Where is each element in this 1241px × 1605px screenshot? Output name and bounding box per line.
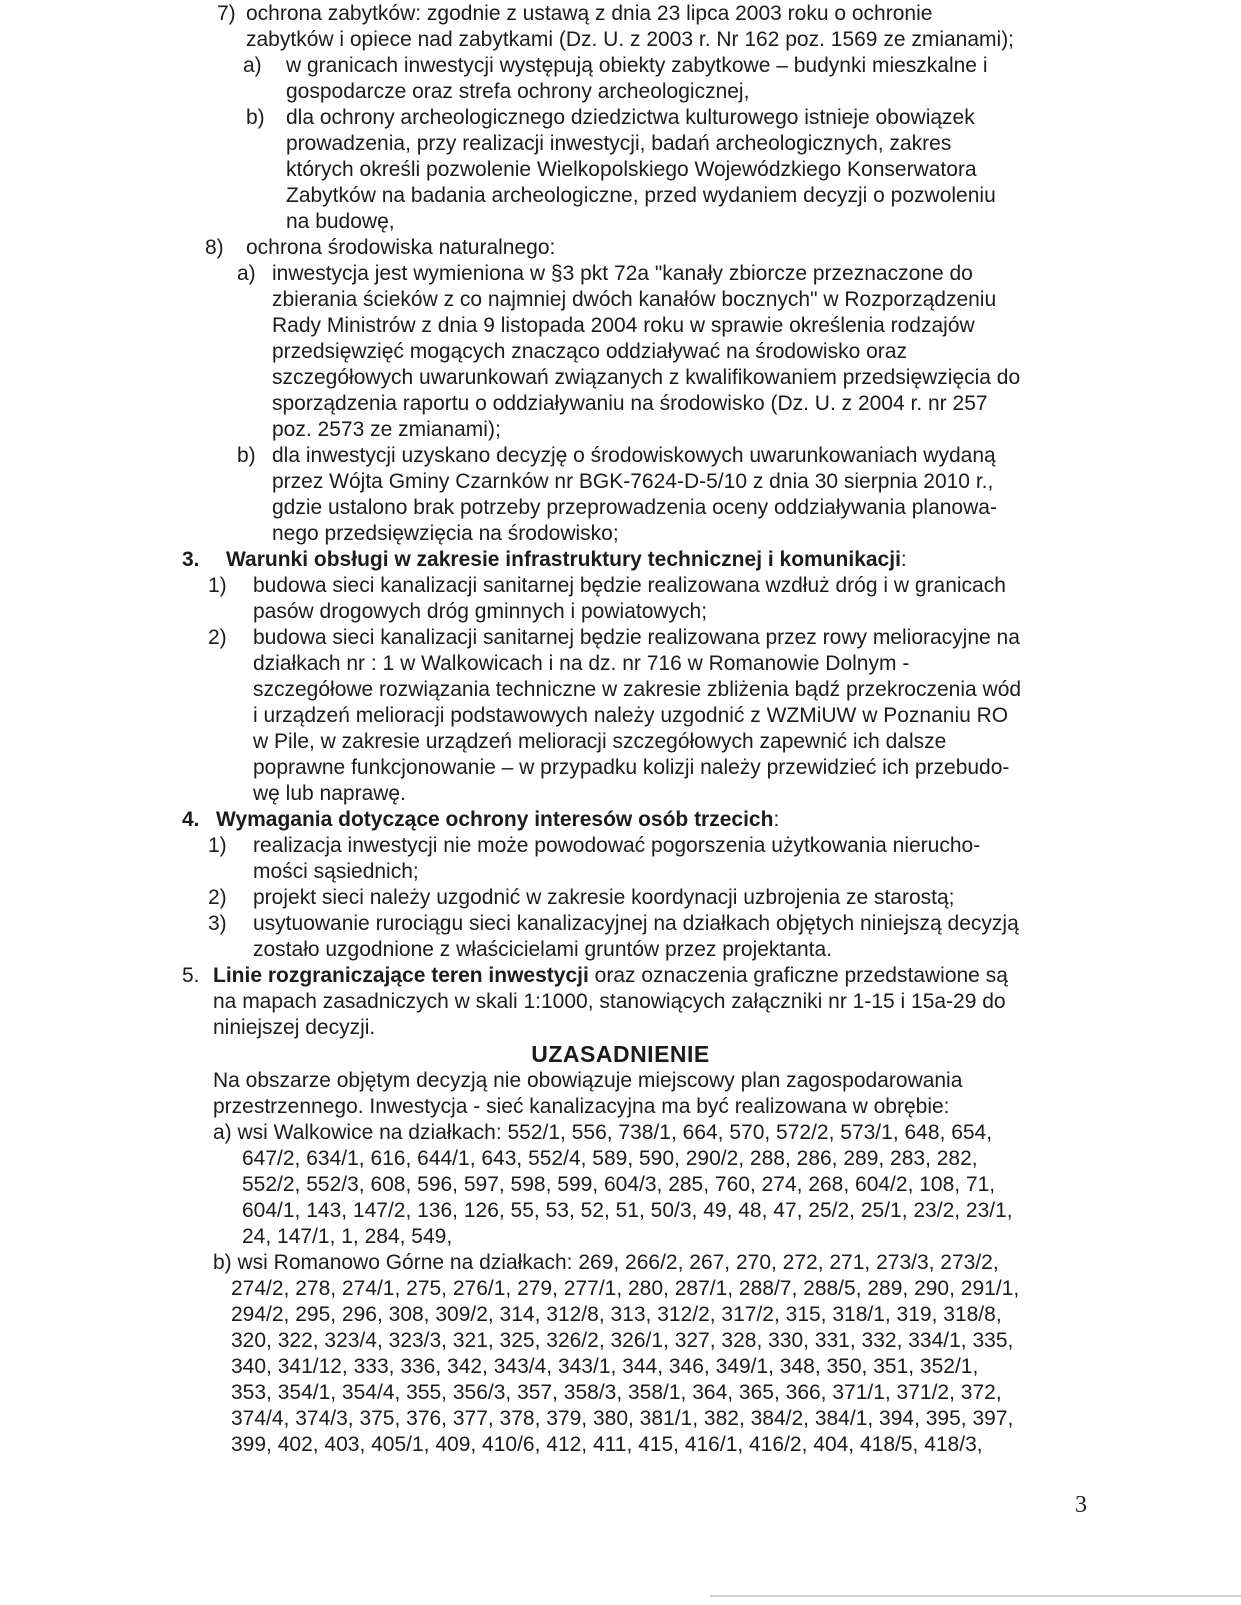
section-3-item-1-line-2: pasów drogowych dróg gminnych i powiatowych;	[253, 600, 708, 623]
section-4-item-1-line-1: realizacja inwestycji nie może powodować pogorszenia użytkowania nierucho-	[253, 834, 981, 857]
point-8b-line-2: przez Wójta Gminy Czarnków nr BGK-7624-D-5/10 z dnia 30 sierpnia 2010 r.,	[272, 470, 994, 493]
point-8b-line-1: dla inwestycji uzyskano decyzję o środowiskowych uwarunkowaniach wydaną	[272, 444, 996, 467]
romanowo-parcels-line-6: 353, 354/1, 354/4, 355, 356/3, 357, 358/3, 358/1, 364, 365, 366, 371/1, 371/2, 372,	[231, 1381, 1002, 1404]
walkowice-parcels-line-3: 552/2, 552/3, 608, 596, 597, 598, 599, 604/3, 285, 760, 274, 268, 604/2, 108, 71,	[242, 1173, 996, 1196]
scan-edge-divider	[710, 1595, 1241, 1597]
justification-intro-line-2: przestrzennego. Inwestycja - sieć kanalizacyjna ma być realizowana w obrębie:	[213, 1095, 950, 1118]
romanowo-parcels-line-3: 294/2, 295, 296, 308, 309/2, 314, 312/8, 313, 312/2, 317/2, 315, 318/1, 319, 318/8,	[231, 1303, 1002, 1326]
section-3-item-1-line-1: budowa sieci kanalizacji sanitarnej będzie realizowana wzdłuż dróg i w granicach	[253, 574, 1006, 597]
section-3-item-2-label: 2)	[208, 626, 227, 649]
point-7b-line-2: prowadzenia, przy realizacji inwestycji, badań archeologicznych, zakres	[286, 132, 952, 155]
section-3-item-2-line-4: i urządzeń melioracji podstawowych należy uzgodnić z WZMiUW w Poznaniu RO	[253, 704, 1009, 727]
romanowo-parcels-line-5: 340, 341/12, 333, 336, 342, 343/4, 343/1, 344, 346, 349/1, 348, 350, 351, 352/1,	[231, 1355, 979, 1378]
point-8b-line-4: nego przedsięwzięcia na środowisko;	[272, 522, 619, 545]
section-4-item-3-line-2: zostało uzgodnione z właścicielami gruntów przez projektanta.	[253, 938, 832, 961]
point-7b-line-3: których określi pozwolenie Wielkopolskiego Wojewódzkiego Konserwatora	[286, 158, 977, 181]
romanowo-parcels-line-8: 399, 402, 403, 405/1, 409, 410/6, 412, 411, 415, 416/1, 416/2, 404, 418/5, 418/3,	[231, 1433, 983, 1456]
point-7b-line-4: Zabytków na badania archeologiczne, przed wydaniem decyzji o pozwoleniu	[286, 184, 996, 207]
point-7b-label: b)	[246, 106, 265, 129]
point-7a-line-1: w granicach inwestycji występują obiekty zabytkowe – budynki mieszkalne i	[286, 54, 988, 77]
section-3-item-2-line-5: w Pile, w zakresie urządzeń melioracji szczegółowych zapewnić ich dalsze	[253, 730, 947, 753]
point-8a-line-4: przedsięwzięć mogących znacząco oddziaływać na środowisko oraz	[272, 340, 907, 363]
section-3-item-2-line-6: poprawne funkcjonowanie – w przypadku kolizji należy przewidzieć ich przebudo-	[253, 756, 1010, 779]
section-3-item-2-line-3: szczegółowe rozwiązania techniczne w zakresie zbliżenia bądź przekroczenia wód	[253, 678, 1022, 701]
point-7a-line-2: gospodarcze oraz strefa ochrony archeologicznej,	[286, 80, 750, 103]
romanowo-parcels-line-4: 320, 322, 323/4, 323/3, 321, 325, 326/2, 326/1, 327, 328, 330, 331, 332, 334/1, 335,	[231, 1329, 1014, 1352]
section-4-item-1-label: 1)	[208, 834, 227, 857]
romanowo-parcels-line-2: 274/2, 278, 274/1, 275, 276/1, 279, 277/1, 280, 287/1, 288/7, 288/5, 289, 290, 291/1,	[231, 1277, 1020, 1300]
point-8-number: 8)	[205, 236, 224, 259]
walkowice-parcels-line-4: 604/1, 143, 147/2, 136, 126, 55, 53, 52, 51, 50/3, 49, 48, 47, 25/2, 25/1, 23/2, 23/1,	[242, 1199, 1013, 1222]
point-8a-line-1: inwestycja jest wymieniona w §3 pkt 72a "kanały zbiorcze przeznaczone do	[272, 262, 973, 285]
section-3-title: Warunki obsługi w zakresie infrastruktury technicznej i komunikacji	[226, 548, 901, 571]
section-5-title: Linie rozgraniczające teren inwestycji	[213, 964, 589, 987]
walkowice-parcels-line-5: 24, 147/1, 1, 284, 549,	[242, 1225, 453, 1248]
section-3-number: 3.	[182, 548, 200, 571]
point-7-line-2: zabytków i opiece nad zabytkami (Dz. U. z 2003 r. Nr 162 poz. 1569 ze zmianami);	[246, 28, 1015, 51]
section-4-heading	[216, 807, 779, 833]
romanowo-parcels-line-7: 374/4, 374/3, 375, 376, 377, 378, 379, 380, 381/1, 382, 384/2, 384/1, 394, 395, 397,	[231, 1407, 1014, 1430]
point-7b-line-1: dla ochrony archeologicznego dziedzictwa kulturowego istnieje obowiązek	[286, 106, 975, 129]
point-8a-line-7: poz. 2573 ze zmianami);	[272, 418, 501, 441]
point-8-title: ochrona środowiska naturalnego:	[246, 236, 556, 259]
point-8a-label: a)	[237, 262, 256, 285]
point-8a-line-5: szczegółowych uwarunkowań związanych z kwalifikowaniem przedsięwzięcia do	[272, 366, 1021, 389]
section-4-colon: :	[773, 808, 780, 831]
section-5-number: 5.	[182, 964, 200, 987]
point-8b-line-3: gdzie ustalono brak potrzeby przeprowadzenia oceny oddziaływania planowa-	[272, 496, 997, 519]
section-4-item-2-label: 2)	[208, 886, 227, 909]
section-4-item-2-line-1: projekt sieci należy uzgodnić w zakresie koordynacji uzbrojenia ze starostą;	[253, 886, 955, 909]
section-4-item-1-line-2: mości sąsiednich;	[253, 860, 419, 883]
section-4-item-3-label: 3)	[208, 912, 227, 935]
section-4-title: Wymagania dotyczące ochrony interesów osób trzecich	[216, 808, 774, 831]
section-5-line-2: na mapach zasadniczych w skali 1:1000, stanowiących załączniki nr 1-15 i 15a-29 do	[213, 990, 1006, 1013]
section-4-item-3-line-1: usytuowanie rurociągu sieci kanalizacyjnej na działkach objętych niniejszą decyzją	[253, 912, 1019, 935]
section-3-item-2-line-1: budowa sieci kanalizacji sanitarnej będzie realizowana przez rowy melioracyjne na	[253, 626, 1020, 649]
page-number: 3	[1075, 1492, 1087, 1518]
section-3-item-1-label: 1)	[208, 574, 227, 597]
section-3-item-2-line-2: działkach nr : 1 w Walkowicach i na dz. nr 716 w Romanowie Dolnym -	[253, 652, 910, 675]
romanowo-parcels-line-1: b) wsi Romanowo Górne na działkach: 269, 266/2, 267, 270, 272, 271, 273/3, 273/2,	[213, 1251, 999, 1274]
walkowice-parcels-line-2: 647/2, 634/1, 616, 644/1, 643, 552/4, 589, 590, 290/2, 288, 286, 289, 283, 282,	[242, 1147, 978, 1170]
point-7-number: 7)	[217, 2, 236, 25]
point-8a-line-3: Rady Ministrów z dnia 9 listopada 2004 roku w sprawie określenia rodzajów	[272, 314, 975, 337]
point-8a-line-2: zbierania ścieków z co najmniej dwóch kanałów bocznych" w Rozporządzeniu	[272, 288, 997, 311]
section-5-line-1	[213, 963, 1008, 989]
section-5-rest: oraz oznaczenia graficzne przedstawione są	[588, 964, 1008, 987]
point-8b-label: b)	[237, 444, 256, 467]
point-8a-line-6: sporządzenia raportu o oddziaływaniu na środowisko (Dz. U. z 2004 r. nr 257	[272, 392, 988, 415]
section-3-item-2-line-7: wę lub naprawę.	[253, 782, 406, 805]
section-3-heading	[226, 547, 907, 573]
point-7b-line-5: na budowę,	[286, 210, 395, 233]
section-3-colon: :	[900, 548, 907, 571]
section-5-line-3: niniejszej decyzji.	[213, 1016, 376, 1039]
point-7a-label: a)	[243, 54, 262, 77]
walkowice-parcels-line-1: a) wsi Walkowice na działkach: 552/1, 556, 738/1, 664, 570, 572/2, 573/1, 648, 654,	[213, 1121, 993, 1144]
justification-heading: UZASADNIENIE	[531, 1041, 710, 1067]
section-4-number: 4.	[182, 808, 200, 831]
justification-intro-line-1: Na obszarze objętym decyzją nie obowiązuje miejscowy plan zagospodarowania	[213, 1069, 963, 1092]
point-7-line-1: ochrona zabytków: zgodnie z ustawą z dnia 23 lipca 2003 roku o ochronie	[246, 2, 933, 25]
